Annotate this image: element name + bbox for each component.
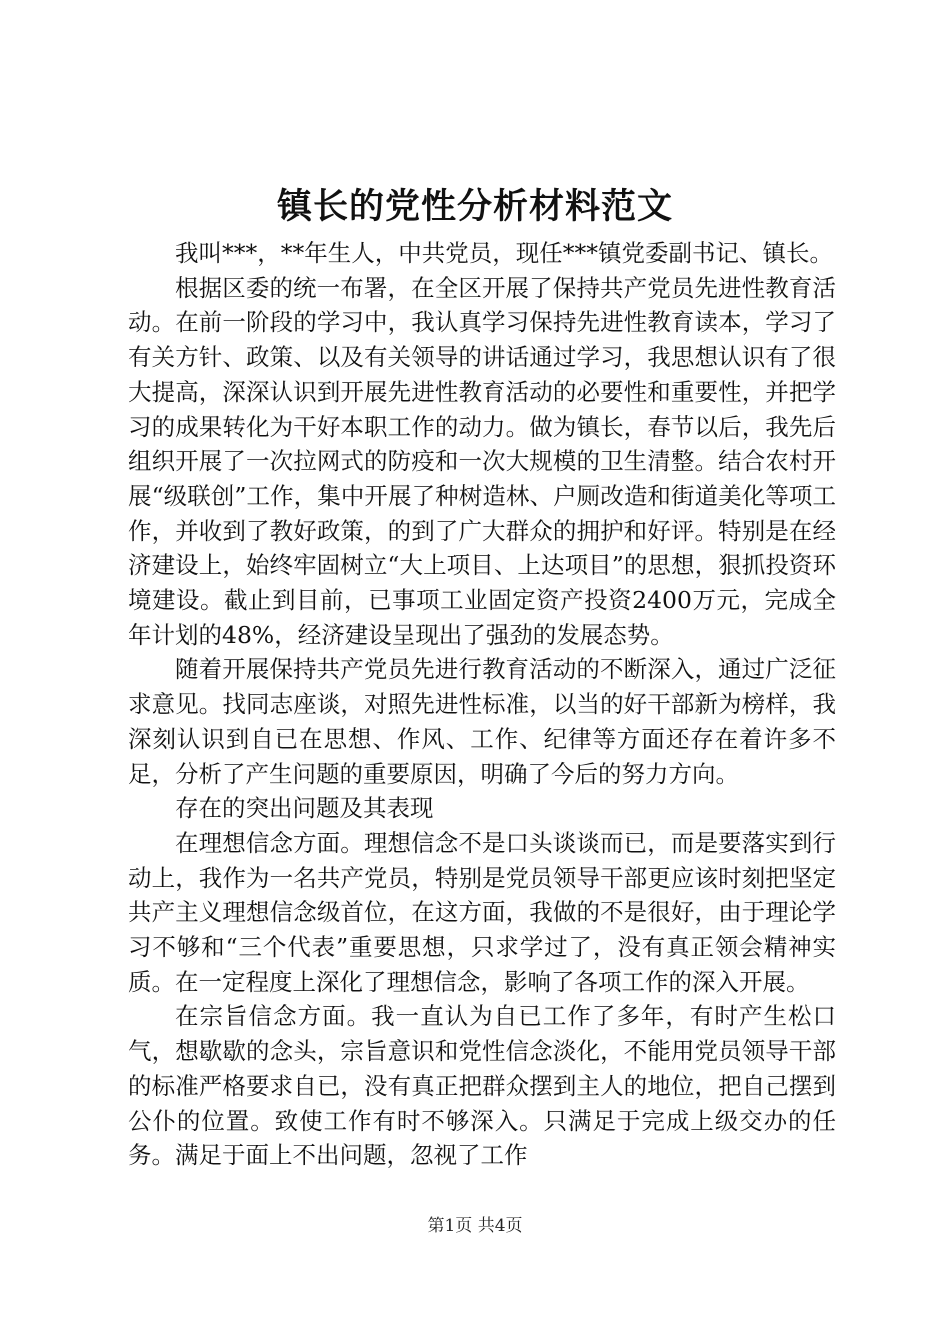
paragraph-reflection: 随着开展保持共产党员先进行教育活动的不断深入，通过广泛征求意见。找同志座谈，对照先进性标准，以当的好干部新为榜样，我深刻认识到自已在思想、作风、工作、纪律等方面还存在着许多不足，分析了产生问题的重要原因，明确了今后的努力方向。 [128,655,836,788]
page-footer: 第1页 共4页 [427,1216,523,1236]
document-body [128,236,836,1173]
section-heading-problems: 存在的突出问题及其表现 [175,794,434,823]
paragraph-intro: 我叫***，**年生人，中共党员，现任***镇党委副书记、镇长。 [175,239,833,267]
paragraph-ideals: 在理想信念方面。理想信念不是口头谈谈而已，而是要落实到行动上，我作为一名共产党员，特别是党员领导干部更应该时刻把坚定共产主义理想信念级首位，在这方面，我做的不是很好，由于理论学习不够和“三个代表”重要思想，只求学过了，没有真正领会精神实质。在一定程度上深化了理想信念，影响了各项工作的深入开展。 [128,828,836,996]
paragraph-activities: 根据区委的统一布署，在全区开展了保持共产党员先进性教育活动。在前一阶段的学习中，我认真学习保持先进性教育读本，学习了有关方针、政策、以及有关领导的讲话通过学习，我思想认识有了很大提高，深深认识到开展先进性教育活动的必要性和重要性，并把学习的成果转化为干好本职工作的动力。做为镇长，春节以后，我先后组织开展了一次拉网式的防疫和一次大规模的卫生清整。结合农村开展“级联创”工作，集中开展了种树造林、户厕改造和街道美化等项工作，并收到了教好政策，的到了广大群众的拥护和好评。特别是在经济建设上，始终牢固树立“大上项目、上达项目”的思想，狠抓投资环境建设。截止到目前，已事项工业固定资产投资2400万元，完成全年计划的48%，经济建设呈现出了强劲的发展态势。 [128,273,836,649]
document-title: 镇长的党性分析材料范文 [276,186,673,227]
paragraph-purpose: 在宗旨信念方面。我一直认为自已工作了多年，有时产生松口气，想歇歇的念头，宗旨意识和党性信念淡化，不能用党员领导干部的标准严格要求自已，没有真正把群众摆到主人的地位，把自己摆到公仆的位置。致使工作有时不够深入。只满足于完成上级交办的任务。满足于面上不出问题，忽视了工作 [128,1002,836,1170]
